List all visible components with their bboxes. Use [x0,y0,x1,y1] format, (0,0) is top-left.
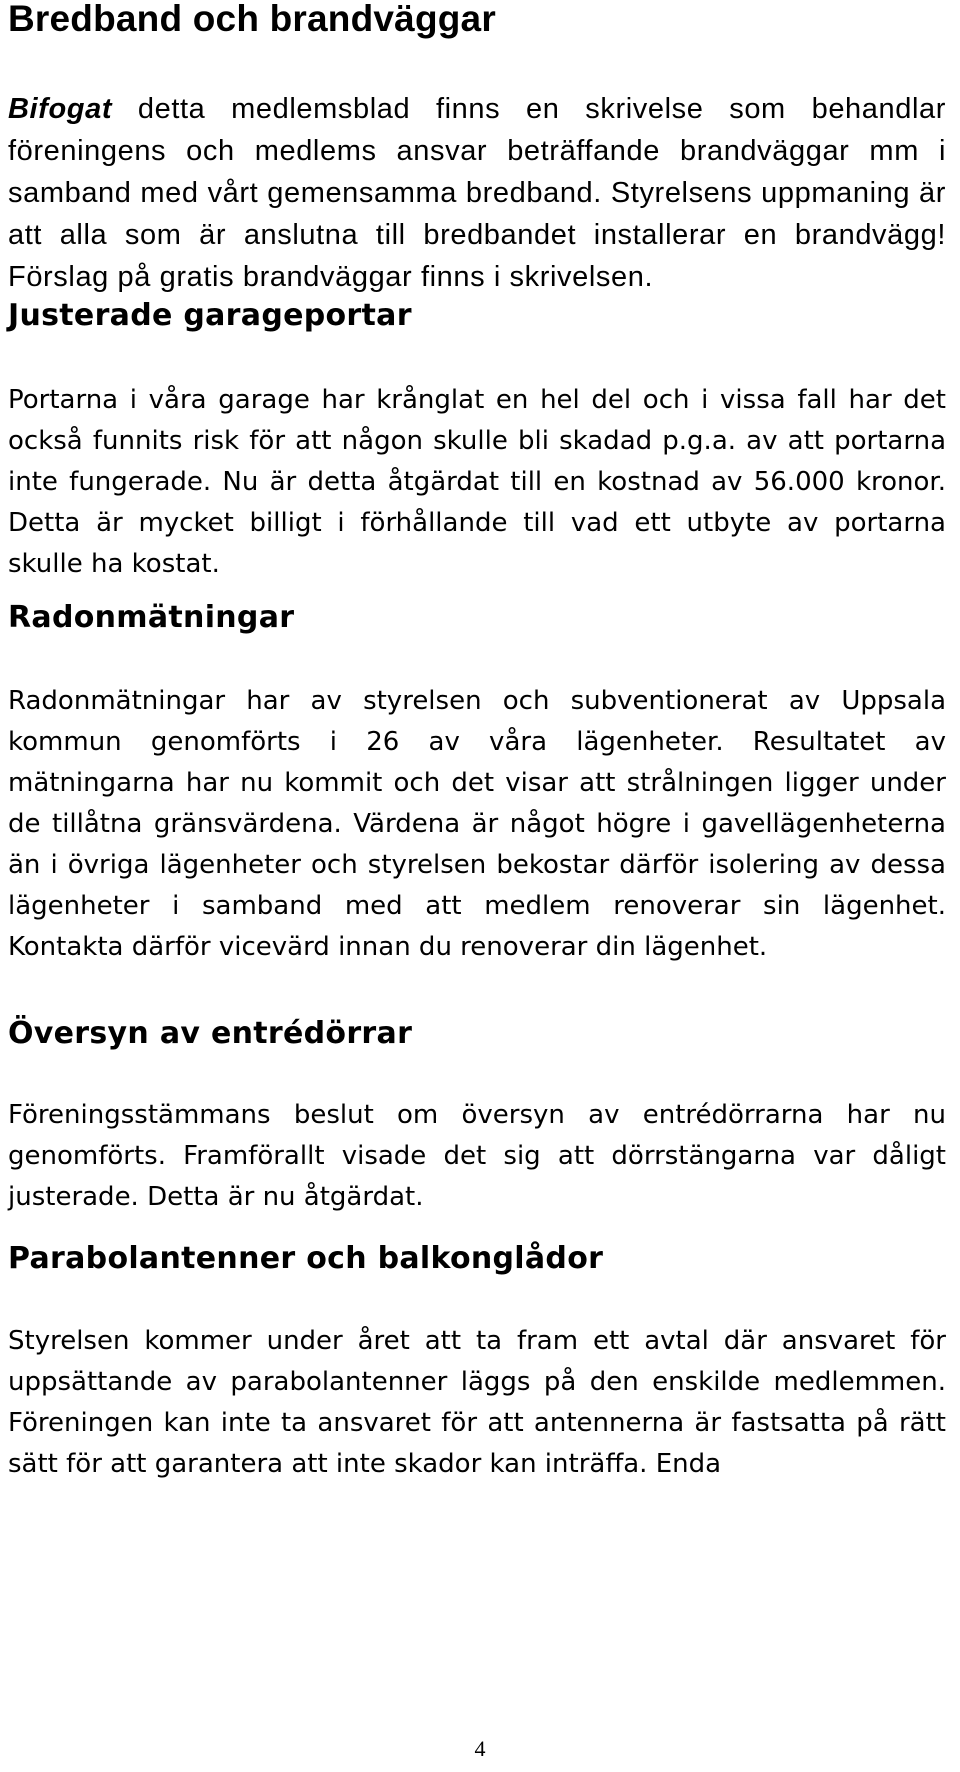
section-heading-garage: Justerade garageportar [8,298,412,333]
section-body-antennas: Styrelsen kommer under året att ta fram ett avtal där ansvaret för uppsättande av parabolantenner läggs på den enskilde medlemmen. Föreningen kan inte ta ansvaret för att antennerna är fastsatta på rätt sätt för att garantera att inte skador kan inträffa. Enda [8,1326,946,1479]
page-title: Bredband och brandväggar [8,0,496,39]
section-body-doors: Föreningsstämmans beslut om översyn av entrédörrarna har nu genomförts. Framförallt visade det sig att dörrstängarna var dåligt justerade. Detta är nu åtgärdat. [8,1100,946,1212]
intro-lead-word: Bifogat [8,93,113,125]
intro-paragraph [8,88,946,298]
page-number: 4 [474,1736,486,1761]
section-heading-radon: Radonmätningar [8,600,295,635]
section-body-garage: Portarna i våra garage har krånglat en hel del och i vissa fall har det också funnits risk för att någon skulle bli skadad p.g.a. av att portarna inte fungerade. Nu är detta åtgärdat till en kostnad av 56.000 kronor. Detta är mycket billigt i förhållande till vad ett utbyte av portarna skulle ha kostat. [8,385,946,579]
section-heading-antennas: Parabolantenner och balkonglådor [8,1241,604,1276]
intro-text: detta medlemsblad finns en skrivelse som behandlar föreningens och medlems ansvar beträffande brandväggar mm i samband med vårt gemensamma bredband. Styrelsens uppmaning är att alla som är anslutna till bredbandet installerar en brandvägg! Förslag på gratis brandväggar finns i skrivelsen. [8,93,946,293]
section-body-radon: Radonmätningar har av styrelsen och subventionerat av Uppsala kommun genomförts i 26 av våra lägenheter. Resultatet av mätningarna har nu kommit och det visar att strålningen ligger under de tillåtna gränsvärdena. Värdena är något högre i gavellägenheterna än i övriga lägenheter och styrelsen bekostar därför isolering av dessa lägenheter i samband med att medlem renoverar sin lägenhet. Kontakta därför vicevärd innan du renoverar din lägenhet. [8,686,946,962]
section-heading-doors: Översyn av entrédörrar [8,1016,413,1051]
